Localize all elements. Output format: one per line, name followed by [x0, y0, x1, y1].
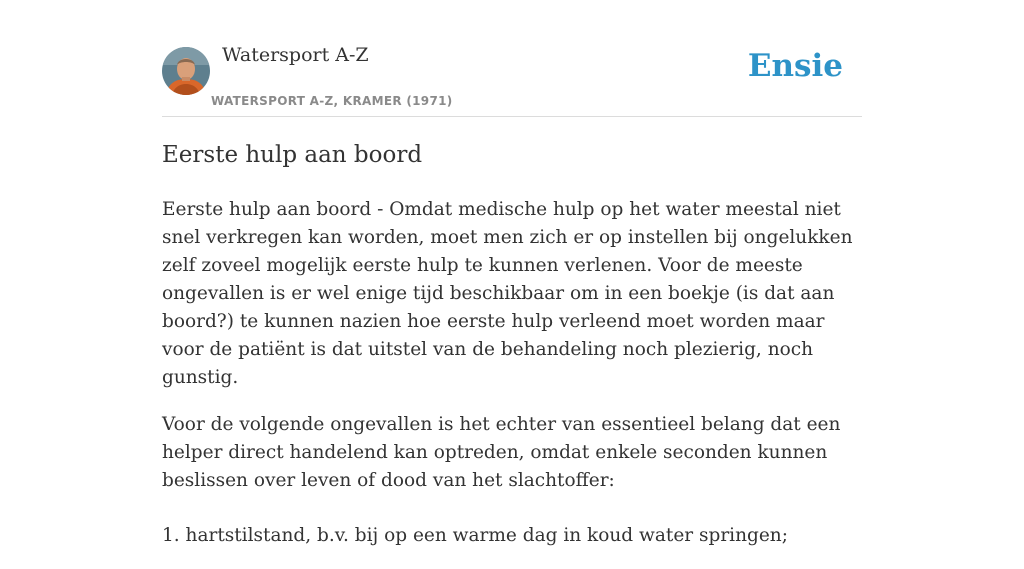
- entry-paragraph: Voor de volgende ongevallen is het echter van essentieel belang dat een helper direct handelend kan optreden, omdat enkele seconden kunnen beslissen over leven of dood van het slachtoffer:: [162, 414, 841, 491]
- author-name[interactable]: Watersport A-Z: [222, 44, 369, 66]
- entry-title: Eerste hulp aan boord: [162, 142, 423, 168]
- ensie-logo[interactable]: Ensie: [747, 48, 843, 84]
- author-photo-icon: [162, 47, 210, 95]
- entry-body: [162, 196, 862, 550]
- source-label: WATERSPORT A-Z, KRAMER (1971): [211, 94, 453, 108]
- entry-paragraph: Eerste hulp aan boord - Omdat medische hulp op het water meestal niet snel verkregen kan worden, moet men zich er op instellen bij ongelukken zelf zoveel mogelijk eerste hulp te kunnen verlenen. Voor de meeste ongevallen is er wel enige tijd beschikbaar om in een boekje (is dat aan boord?) te kunnen nazien hoe eerste hulp verleend moet worden maar voor de patiënt is dat uitstel van de behandeling noch plezierig, noch gunstig.: [162, 199, 853, 388]
- entry-header: [162, 0, 862, 117]
- list-item: 1. hartstilstand, b.v. bij op een warme dag in koud water springen;: [162, 525, 788, 546]
- entry-content: [162, 138, 862, 569]
- author-avatar[interactable]: [162, 47, 210, 95]
